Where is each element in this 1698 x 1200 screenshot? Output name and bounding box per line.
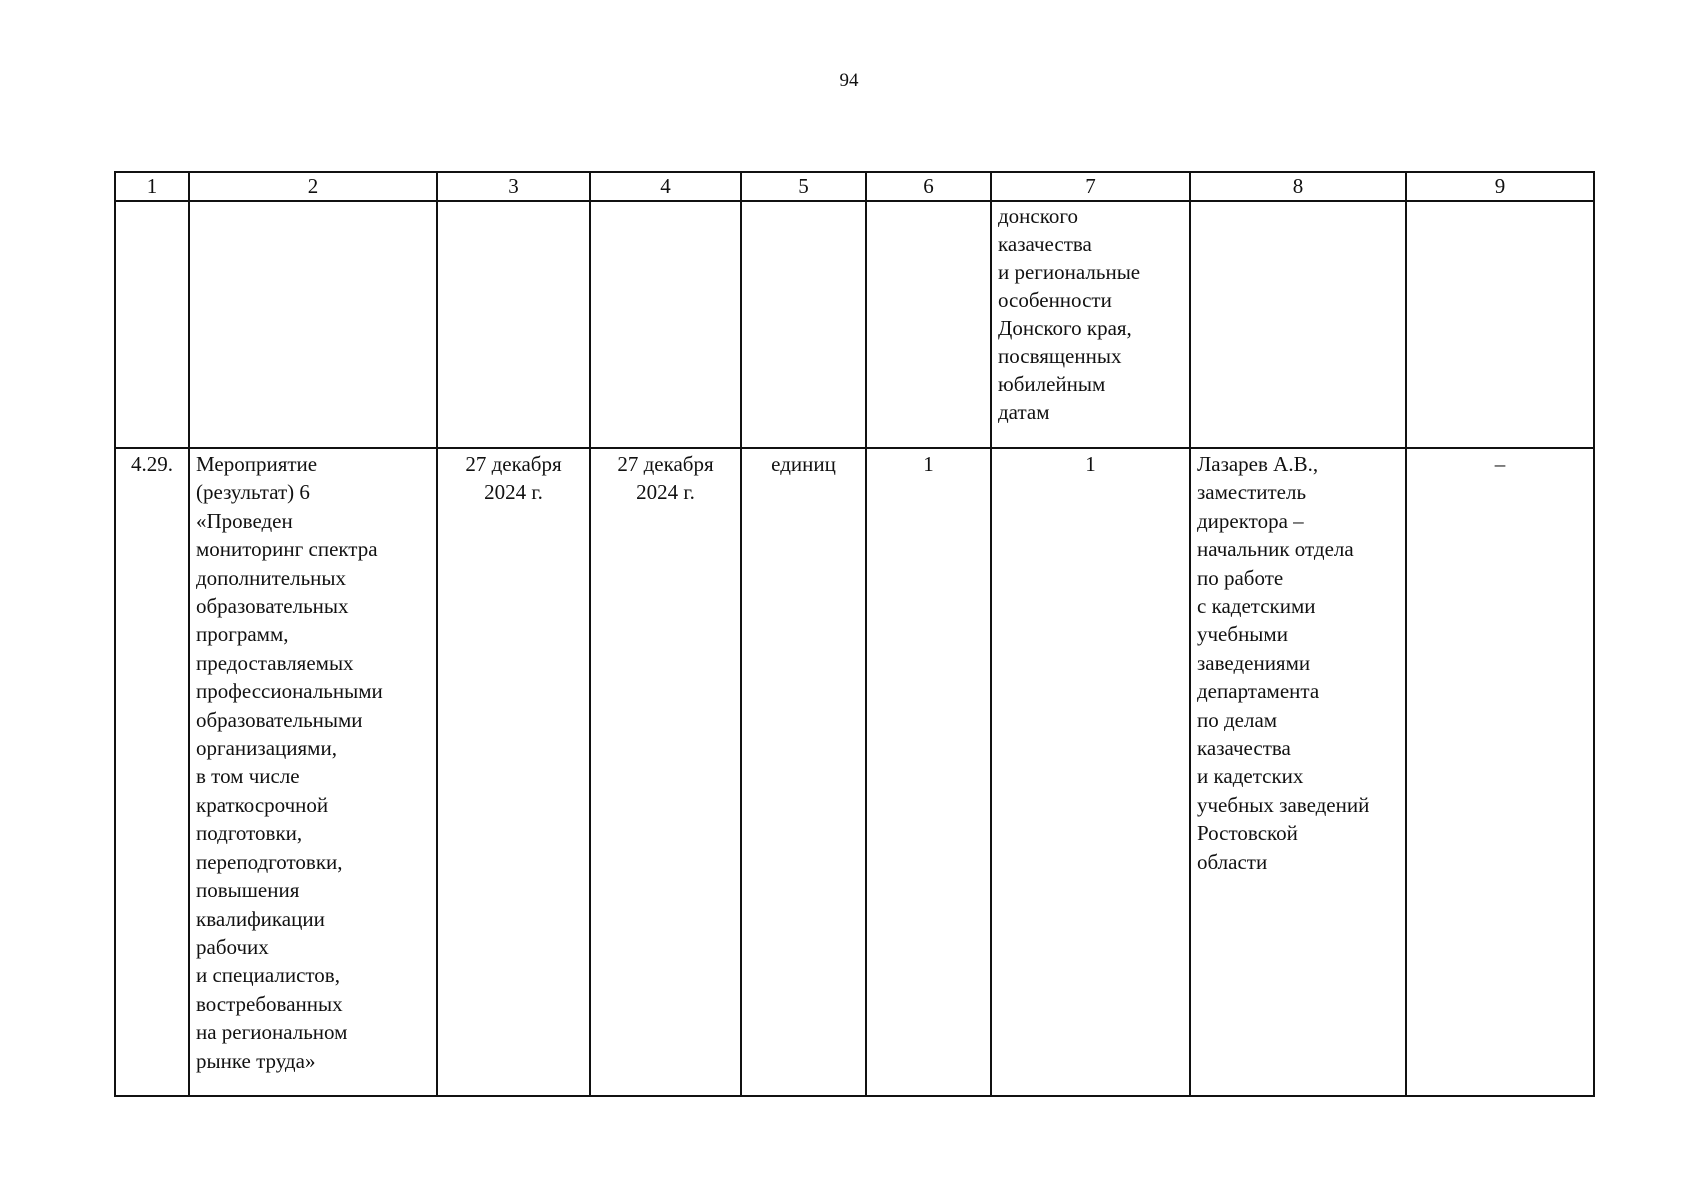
page-number: 94 bbox=[839, 70, 859, 91]
text-line: Ростовской bbox=[1197, 821, 1298, 846]
column-number-row bbox=[115, 172, 1594, 201]
text-line: востребованных bbox=[196, 991, 343, 1016]
text-line: донского bbox=[998, 204, 1078, 228]
text-line: профессиональными bbox=[196, 679, 383, 704]
text-line: директора – bbox=[1197, 508, 1304, 533]
text-line: по работе bbox=[1197, 565, 1284, 590]
text-line: с кадетскими bbox=[1197, 594, 1316, 619]
header-cell: 6 bbox=[866, 172, 991, 201]
continuation-row bbox=[115, 201, 1594, 448]
text-line: подготовки, bbox=[196, 821, 303, 846]
text-line: заместитель bbox=[1197, 480, 1307, 505]
end-date-cell bbox=[590, 448, 741, 1096]
text-line: в том числе bbox=[196, 764, 300, 789]
text-line: повышения bbox=[196, 878, 300, 903]
text-line: рабочих bbox=[196, 934, 269, 959]
item-name-cell bbox=[189, 448, 437, 1096]
empty-cell bbox=[741, 201, 866, 448]
text-line: казачества bbox=[998, 232, 1092, 256]
text-line: особенности bbox=[998, 288, 1112, 312]
text-line: краткосрочной bbox=[196, 792, 329, 817]
start-date-cell bbox=[437, 448, 590, 1096]
responsible-cell bbox=[1190, 448, 1406, 1096]
text-line: Мероприятие bbox=[196, 452, 318, 476]
text-line: дополнительных bbox=[196, 565, 347, 590]
text-line: учебных заведений bbox=[1197, 792, 1370, 817]
date-line: 27 декабря bbox=[465, 452, 562, 476]
text-line: юбилейным bbox=[998, 372, 1106, 396]
text-line: предоставляемых bbox=[196, 650, 354, 675]
text-line: программ, bbox=[196, 622, 289, 647]
unit-cell: единиц bbox=[741, 448, 866, 1096]
header-cell: 7 bbox=[991, 172, 1190, 201]
text-line: и кадетских bbox=[1197, 764, 1304, 789]
item-number-cell: 4.29. bbox=[115, 448, 189, 1096]
text-line: области bbox=[1197, 849, 1268, 874]
value-cell: 1 bbox=[866, 448, 991, 1096]
empty-cell bbox=[437, 201, 590, 448]
text-line: организациями, bbox=[196, 736, 337, 761]
text-line: учебными bbox=[1197, 622, 1288, 647]
text-line: переподготовки, bbox=[196, 849, 343, 874]
text-line: мониторинг спектра bbox=[196, 537, 378, 562]
empty-cell bbox=[1406, 201, 1594, 448]
text-line: (результат) 6 bbox=[196, 480, 310, 505]
text-line: посвященных bbox=[998, 344, 1122, 368]
text-line: департамента bbox=[1197, 679, 1320, 704]
text-line: казачества bbox=[1197, 736, 1291, 761]
table-row bbox=[115, 448, 1594, 1096]
empty-cell bbox=[590, 201, 741, 448]
text-line: «Проведен bbox=[196, 508, 293, 533]
empty-cell bbox=[115, 201, 189, 448]
text-line: и специалистов, bbox=[196, 963, 340, 988]
text-line: датам bbox=[998, 400, 1050, 424]
header-cell: 3 bbox=[437, 172, 590, 201]
text-line: квалификации bbox=[196, 906, 325, 931]
empty-cell bbox=[1190, 201, 1406, 448]
header-cell: 5 bbox=[741, 172, 866, 201]
text-line: образовательными bbox=[196, 707, 363, 732]
note-cell: – bbox=[1406, 448, 1594, 1096]
text-line: Лазарев А.В., bbox=[1197, 452, 1319, 476]
text-line: Донского края, bbox=[998, 316, 1132, 340]
activities-table bbox=[114, 171, 1595, 1097]
value-cell: 1 bbox=[991, 448, 1190, 1096]
text-line: и региональные bbox=[998, 260, 1141, 284]
header-cell: 9 bbox=[1406, 172, 1594, 201]
text-line: образовательных bbox=[196, 594, 349, 619]
header-cell: 1 bbox=[115, 172, 189, 201]
empty-cell bbox=[866, 201, 991, 448]
date-line: 2024 г. bbox=[484, 480, 543, 505]
text-line: на региональном bbox=[196, 1020, 348, 1045]
date-line: 27 декабря bbox=[617, 452, 714, 476]
text-line: по делам bbox=[1197, 707, 1278, 732]
header-cell: 8 bbox=[1190, 172, 1406, 201]
header-cell: 2 bbox=[189, 172, 437, 201]
date-line: 2024 г. bbox=[636, 480, 695, 505]
text-line: рынке труда» bbox=[196, 1048, 316, 1073]
text-line: заведениями bbox=[1197, 650, 1311, 675]
text-line: начальник отдела bbox=[1197, 537, 1354, 562]
empty-cell bbox=[189, 201, 437, 448]
header-cell: 4 bbox=[590, 172, 741, 201]
continuation-text-cell bbox=[991, 201, 1190, 448]
